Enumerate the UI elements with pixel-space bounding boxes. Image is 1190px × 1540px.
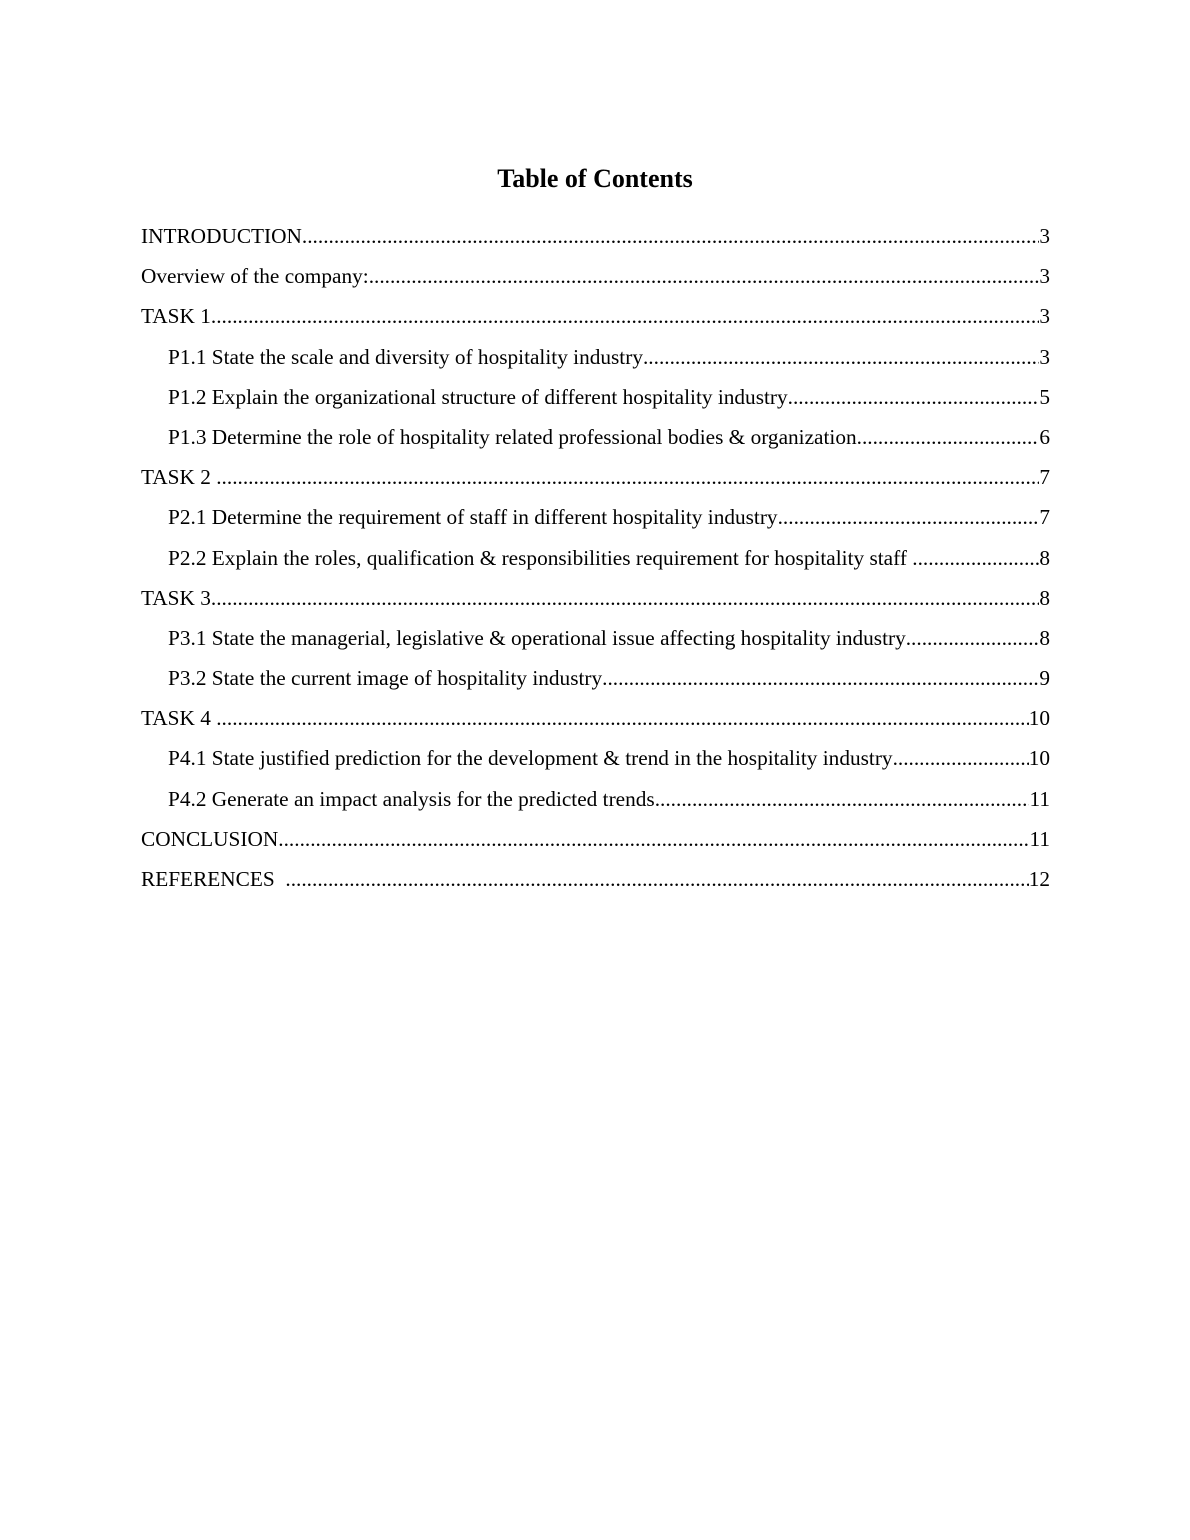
- toc-page-number: 12: [1028, 867, 1050, 891]
- toc-page-number: 11: [1029, 826, 1050, 851]
- toc-entry-p1-3[interactable]: [141, 419, 1050, 459]
- toc-leader: [602, 660, 1039, 696]
- toc-page-number: 3: [1039, 264, 1050, 289]
- toc-entry-introduction[interactable]: [141, 218, 1050, 258]
- toc-entry-text: P3.1 State the managerial, legislative & operational issue affecting hospitality industry: [168, 625, 906, 650]
- toc-entry-text: P1.1 State the scale and diversity of hospitality industry: [168, 344, 643, 369]
- toc-entry-text: INTRODUCTION: [141, 224, 302, 248]
- toc-entry-p4-1[interactable]: [141, 740, 1050, 780]
- toc-entry-text: P1.3 Determine the role of hospitality related professional bodies & organization: [168, 424, 857, 449]
- toc-entry-task-4[interactable]: [141, 700, 1050, 740]
- toc-page-number: 7: [1039, 505, 1050, 530]
- toc-leader: [906, 620, 1040, 656]
- toc-entry-p3-1[interactable]: [141, 620, 1050, 660]
- toc-leader: [285, 861, 1028, 897]
- toc-leader: [211, 298, 1039, 334]
- toc-entry-p1-1[interactable]: [141, 339, 1050, 379]
- toc-leader: [643, 339, 1039, 375]
- toc-leader: [778, 499, 1040, 535]
- toc-leader: [912, 540, 1039, 576]
- toc-leader: [302, 218, 1039, 254]
- toc-page-number: 8: [1039, 625, 1050, 650]
- toc-entry-p4-2[interactable]: [141, 781, 1050, 821]
- toc-entry-text: CONCLUSION: [141, 826, 279, 851]
- toc-page-number: 10: [1028, 706, 1050, 731]
- toc-entry-text: REFERENCES: [141, 867, 286, 891]
- toc-entry-p2-1[interactable]: [141, 499, 1050, 539]
- toc-page-number: 8: [1039, 585, 1050, 610]
- toc-entry-p2-2[interactable]: [141, 540, 1050, 580]
- toc-leader: [655, 781, 1030, 817]
- toc-entry-text: TASK 2: [141, 465, 217, 490]
- toc-page-number: 8: [1039, 545, 1050, 570]
- toc-entry-conclusion[interactable]: [141, 821, 1050, 861]
- toc-entry-task-2[interactable]: [141, 459, 1050, 499]
- toc-entry-text: P4.1 State justified prediction for the development & trend in the hospitality industry: [168, 746, 893, 771]
- toc-list: [141, 218, 1050, 901]
- toc-leader: [788, 379, 1040, 415]
- toc-title: Table of Contents: [497, 164, 693, 193]
- toc-page-number: 3: [1039, 224, 1050, 248]
- toc-entry-text: P4.2 Generate an impact analysis for the predicted trends: [168, 786, 655, 811]
- toc-page-number: 9: [1039, 666, 1050, 691]
- toc-leader: [216, 459, 1039, 495]
- toc-entry-text: P2.1 Determine the requirement of staff in different hospitality industry: [168, 505, 778, 530]
- toc-entry-text: TASK 3: [141, 585, 211, 610]
- toc-page-number: 3: [1039, 304, 1050, 329]
- toc-leader: [216, 700, 1028, 736]
- toc-leader: [211, 580, 1039, 616]
- toc-page-number: 11: [1029, 786, 1050, 811]
- toc-entry-p3-2[interactable]: [141, 660, 1050, 700]
- toc-entry-text: TASK 4: [141, 706, 217, 731]
- toc-entry-text: TASK 1: [141, 304, 211, 329]
- toc-entry-text: Overview of the company:: [141, 264, 369, 289]
- toc-entry-references[interactable]: [141, 861, 1050, 901]
- toc-leader: [278, 821, 1029, 857]
- toc-page-number: 6: [1039, 424, 1050, 449]
- toc-entry-task-3[interactable]: [141, 580, 1050, 620]
- toc-entry-task-1[interactable]: [141, 298, 1050, 338]
- toc-entry-overview[interactable]: [141, 258, 1050, 298]
- toc-leader: [857, 419, 1040, 455]
- toc-page-number: 10: [1028, 746, 1050, 771]
- toc-entry-text: P3.2 State the current image of hospitality industry: [168, 666, 603, 691]
- toc-leader: [369, 258, 1040, 294]
- toc-entry-p1-2[interactable]: [141, 379, 1050, 419]
- toc-entry-text: P2.2 Explain the roles, qualification & responsibilities requirement for hospitality staff: [168, 545, 913, 570]
- toc-page-number: 3: [1039, 344, 1050, 369]
- toc-page-number: 5: [1039, 384, 1050, 409]
- toc-leader: [893, 740, 1029, 776]
- toc-page-number: 7: [1039, 465, 1050, 490]
- toc-entry-text: P1.2 Explain the organizational structure of different hospitality industry: [168, 384, 788, 409]
